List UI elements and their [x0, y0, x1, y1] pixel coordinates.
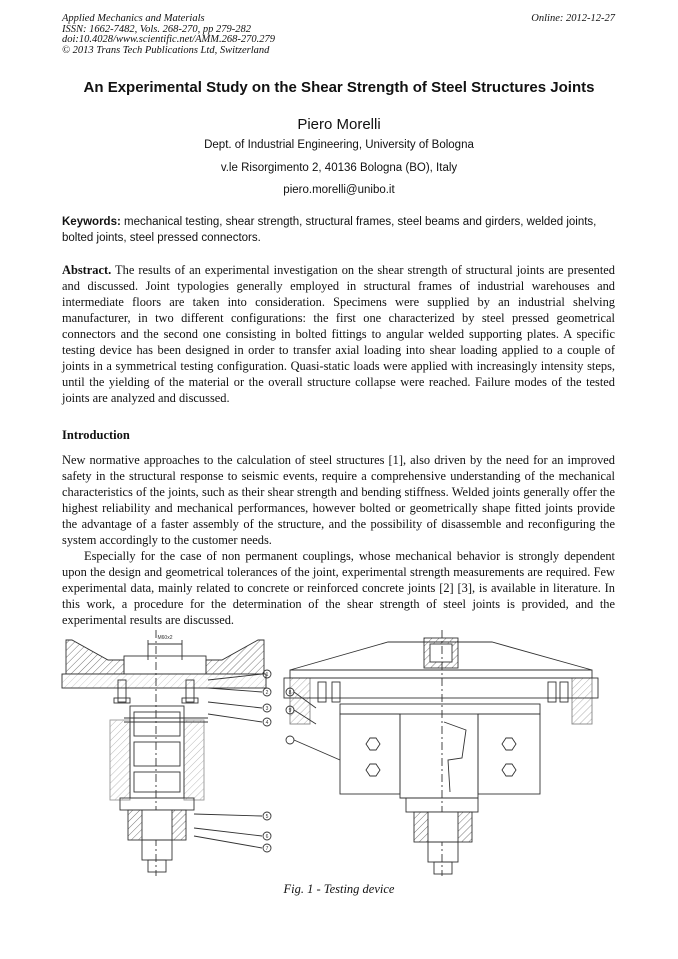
- callout-2: 2: [265, 690, 269, 696]
- callout-1: 1: [265, 672, 269, 678]
- abstract-block: [62, 262, 615, 406]
- figure-caption: Fig. 1 - Testing device: [283, 882, 395, 896]
- introduction-heading: Introduction: [62, 428, 130, 442]
- callout-7: 7: [265, 846, 269, 852]
- affiliation-dept: Dept. of Industrial Engineering, University of Bologna: [204, 139, 474, 151]
- doi-line: doi:10.4028/www.scientific.net/AMM.268-270.279: [62, 34, 275, 45]
- right-view: [284, 630, 598, 876]
- abstract-text: The results of an experimental investigation on the shear strength of structural joints are presented and discussed. Joint typologies generally employed in structural frames of industrial warehouses and intermediate floors are taken into consideration. Specimens were supplied by an industrial shelving manufacturer, in two different configurations: the first one characterized by steel pressed geometrical connectors and the second one consisting in bolted fittings to angular welded supporting plates. A specific testing device has been designed in order to transfer axial loading into shear loading applied to a couple of joints in a symmetrical testing configuration. Quasi-static loads were applied with increasingly intensity steps, until the yielding of the material or the overall structure collapse were reached. Failure modes of the tested joints are analyzed and discussed.: [62, 263, 615, 405]
- intro-paragraph-2: Especially for the case of non permanent couplings, whose mechanical behavior is strongly dependent upon the design and geometrical tolerances of the joint, experimental strength measurements are required. Few experimental data, mainly related to concrete or reinforced concrete joints [2] [3], is available in literature. In this work, a procedure for the determination of the shear strength of steel joints is provided, and the experimental results are discussed.: [62, 549, 615, 627]
- issn-line: ISSN: 1662-7482, Vols. 268-270, pp 279-282: [62, 23, 251, 35]
- left-view: [62, 630, 271, 876]
- callout-9: 9: [288, 708, 292, 714]
- journal-header: [62, 14, 615, 56]
- intro-paragraph-1: New normative approaches to the calculation of steel structures [1], also driven by the need for an improved safety in the structural response to seismic events, require a comprehensive understanding of the mechanical characteristics of the joints, such as their shear strength and bending stiffness. Welded joints generally offer the highest reliability and mechanical performances, however bolted or geometrically shape fitted joints provide the advantage of a faster assembly of the structure, and the possibility of disassemble and reconfiguring the system accordingly to the customer needs.: [62, 453, 615, 547]
- callout-8: 8: [288, 690, 292, 696]
- author-name: Piero Morelli: [297, 116, 381, 133]
- callout-5: 5: [265, 814, 269, 820]
- online-date: Online: 2012-12-27: [531, 13, 615, 24]
- callout-6: 6: [265, 834, 269, 840]
- copyright-line: © 2013 Trans Tech Publications Ltd, Switzerland: [62, 44, 270, 56]
- affiliation-address: v.le Risorgimento 2, 40136 Bologna (BO), Italy: [220, 162, 458, 174]
- keywords-text: mechanical testing, shear strength, structural frames, steel beams and girders, welded joints, bolted joints, steel pressed connectors.: [62, 216, 597, 244]
- testing-device-drawing: [58, 630, 628, 878]
- author-email: piero.morelli@unibo.it: [283, 184, 395, 196]
- dimension-label: M60x2: [157, 635, 173, 641]
- callout-3: 3: [265, 706, 269, 712]
- journal-name: Applied Mechanics and Materials: [62, 13, 205, 24]
- abstract-label: Abstract.: [62, 263, 112, 277]
- introduction-block: [62, 452, 615, 628]
- keywords-label: Keywords:: [62, 216, 121, 228]
- callout-4: 4: [265, 720, 269, 726]
- keywords-block: [62, 214, 615, 246]
- paper-title: An Experimental Study on the Shear Strength of Steel Structures Joints: [83, 79, 595, 96]
